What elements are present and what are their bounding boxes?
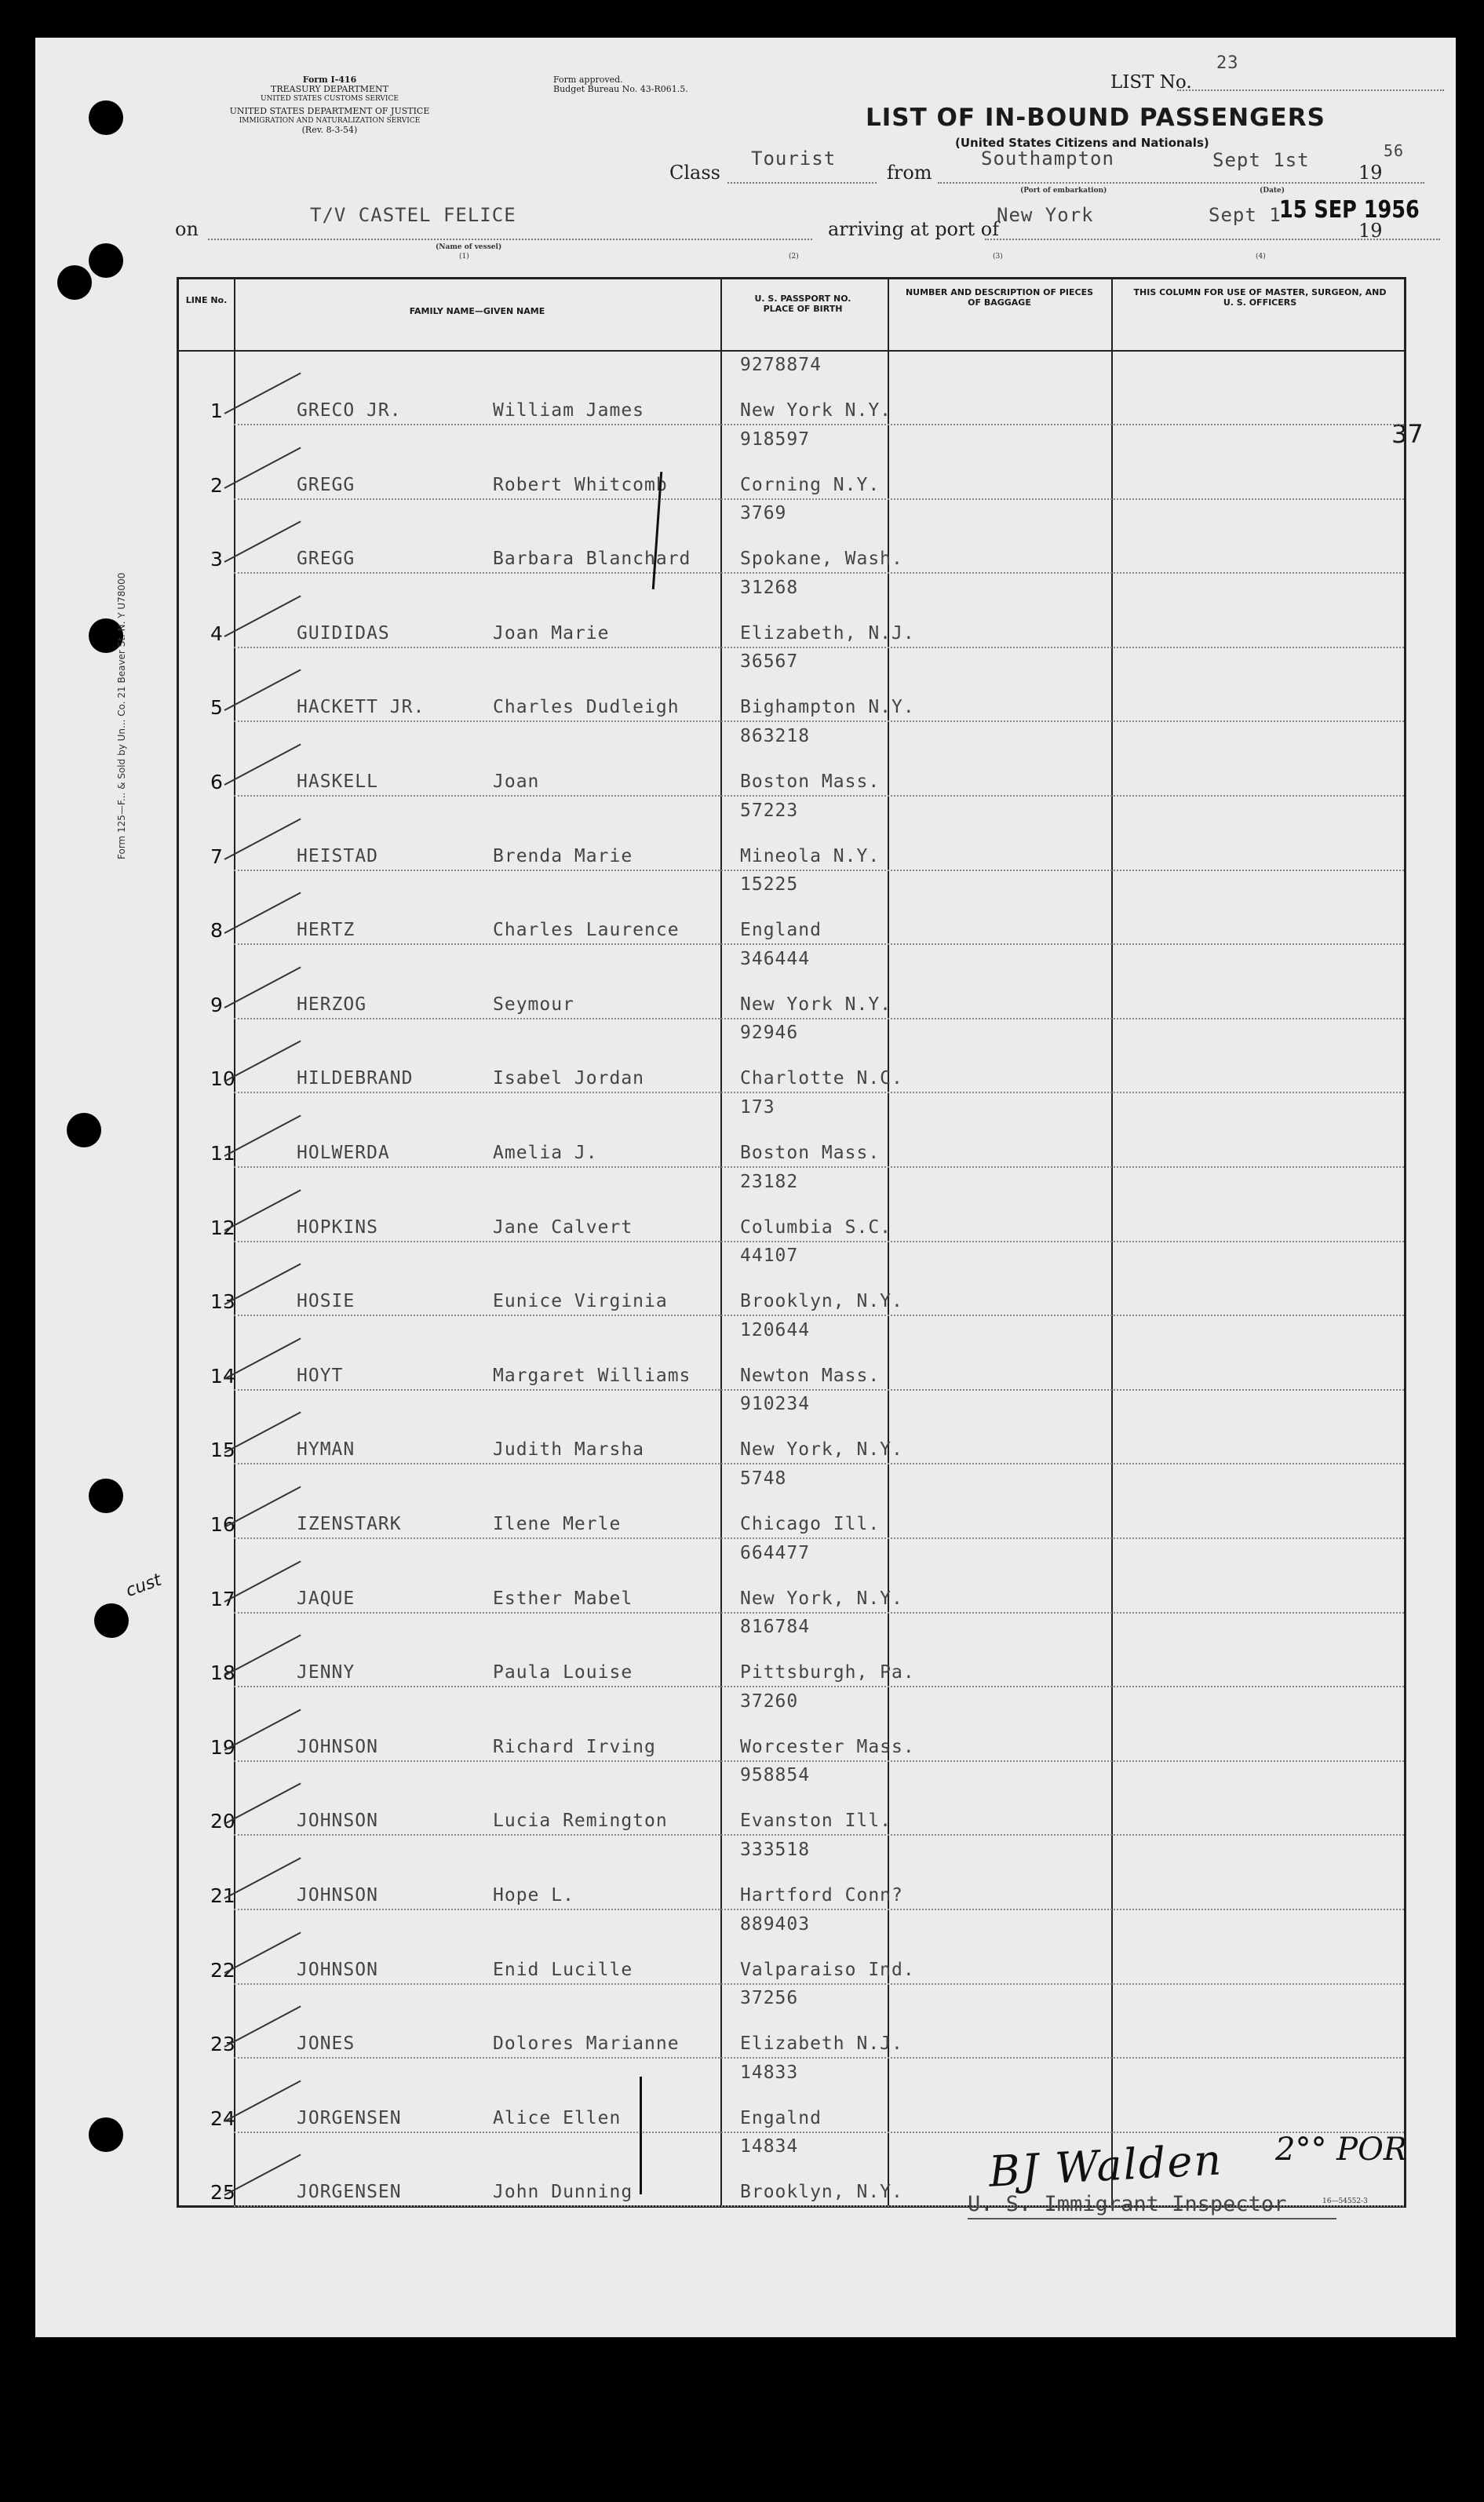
given-name: Jane Calvert <box>493 1216 633 1238</box>
given-name: Eunice Virginia <box>493 1291 668 1312</box>
line-number: 7 <box>210 844 223 868</box>
print-code: 16—54552-3 <box>1322 2197 1368 2205</box>
passenger-manifest-page <box>35 38 1456 2337</box>
col-header-baggage: NUMBER AND DESCRIPTION OF PIECES OF BAGGAGE <box>905 287 1094 308</box>
vessel-name: T/V CASTEL FELICE <box>310 204 516 226</box>
page-title: LIST OF IN-BOUND PASSENGERS <box>866 104 1325 132</box>
table-row <box>179 1985 1404 2059</box>
check-mark <box>224 1931 301 1973</box>
revision: (Rev. 8-3-54) <box>301 125 358 135</box>
place-of-birth: New York, N.Y. <box>740 1439 903 1461</box>
table-row <box>179 1836 1404 1910</box>
place-of-birth: Boston Mass. <box>740 1143 881 1163</box>
col-header-officers: THIS COLUMN FOR USE OF MASTER, SURGEON, AND U. S. OFFICERS <box>1133 287 1387 308</box>
check-mark <box>224 2080 301 2121</box>
check-mark <box>224 372 301 414</box>
family-name: HYMAN <box>297 1439 356 1461</box>
place-of-birth: Spokane, Wash. <box>740 549 903 570</box>
family-name: JORGENSEN <box>297 2182 402 2203</box>
passport-number: 346444 <box>740 948 811 969</box>
table-row <box>179 797 1404 871</box>
table-row <box>179 1465 1404 1539</box>
punch-hole <box>94 1603 129 1638</box>
check-mark <box>224 1486 301 1527</box>
given-name: Lucia Remington <box>493 1811 668 1832</box>
col-header-line-no: LINE No. <box>185 295 228 305</box>
check-mark <box>224 1560 301 1602</box>
passport-number: 36567 <box>740 651 799 673</box>
class-line <box>727 182 877 184</box>
given-name: William James <box>493 400 645 421</box>
check-mark <box>224 743 301 785</box>
given-name: Isabel Jordan <box>493 1068 645 1089</box>
place-of-birth: Brooklyn, N.Y. <box>740 1291 903 1312</box>
place-of-birth: Columbia S.C. <box>740 1216 892 1238</box>
punch-hole <box>89 243 123 278</box>
passport-number: 816784 <box>740 1617 811 1638</box>
table-row <box>179 1540 1404 1614</box>
family-name: HOYT <box>297 1365 344 1386</box>
given-name: Hope L. <box>493 1885 574 1906</box>
family-name: GRECO JR. <box>297 400 402 421</box>
justice-dept: UNITED STATES DEPARTMENT OF JUSTICE <box>229 106 430 116</box>
margin-note: cust <box>123 1570 165 1602</box>
inspector-line <box>968 2218 1336 2219</box>
port-embark-caption: (Port of embarkation) <box>1020 187 1107 195</box>
place-of-birth: Evanston Ill. <box>740 1811 892 1832</box>
table-row <box>179 648 1404 722</box>
check-mark <box>224 1189 301 1231</box>
line-number: 9 <box>210 993 223 1016</box>
punch-hole <box>57 265 92 300</box>
port-of-embarkation: Southampton <box>981 148 1114 170</box>
line-number: 1 <box>210 399 223 422</box>
given-name: Judith Marsha <box>493 1439 645 1461</box>
given-name: John Dunning <box>493 2182 633 2203</box>
from-line <box>938 182 1424 184</box>
family-name: JOHNSON <box>297 1736 378 1757</box>
family-name: HOLWERDA <box>297 1143 390 1163</box>
passport-number: 889403 <box>740 1913 811 1935</box>
table-row <box>179 1911 1404 1985</box>
family-name: HOSIE <box>297 1291 356 1312</box>
place-of-birth: Charlotte N.C. <box>740 1068 903 1089</box>
form-number: Form I-416 <box>302 75 357 85</box>
page-subtitle: (United States Citizens and Nationals) <box>955 136 1209 150</box>
passport-number: 14834 <box>740 2136 799 2157</box>
table-row <box>179 1762 1404 1836</box>
table-row <box>179 1688 1404 1762</box>
given-name: Paula Louise <box>493 1662 633 1683</box>
given-name: Charles Laurence <box>493 920 680 941</box>
table-row <box>179 2059 1404 2133</box>
line-number: 20 <box>210 1810 235 1833</box>
place-of-birth: Valparaiso Ind. <box>740 1959 915 1980</box>
family-name: JOHNSON <box>297 1885 378 1906</box>
date-caption: (Date) <box>1260 187 1285 195</box>
line-number: 23 <box>210 2033 235 2056</box>
table-row <box>179 1169 1404 1242</box>
given-name: Brenda Marie <box>493 845 633 866</box>
passport-number: 333518 <box>740 1840 811 1860</box>
passport-number: 120644 <box>740 1319 811 1340</box>
ins-service: IMMIGRATION AND NATURALIZATION SERVICE <box>239 117 421 125</box>
place-of-birth: England <box>740 920 822 941</box>
family-name: HERZOG <box>297 994 367 1015</box>
inspector-title: U. S. Immigrant Inspector <box>968 2192 1287 2216</box>
check-mark <box>224 2006 301 2048</box>
punch-hole <box>89 2117 123 2152</box>
table-row <box>179 1317 1404 1391</box>
given-name: Dolores Marianne <box>493 2033 680 2055</box>
passport-number: 37260 <box>740 1690 799 1712</box>
place-of-birth: Newton Mass. <box>740 1365 881 1386</box>
table-row <box>179 574 1404 648</box>
form-approved: Form approved. <box>553 75 623 85</box>
check-mark <box>224 1337 301 1379</box>
given-name: Esther Mabel <box>493 1588 633 1609</box>
place-of-birth: Boston Mass. <box>740 771 881 792</box>
col-header-name: FAMILY NAME—GIVEN NAME <box>409 306 545 316</box>
passport-number: 664477 <box>740 1542 811 1563</box>
place-of-birth: Elizabeth N.J. <box>740 2033 903 2055</box>
check-mark <box>224 1857 301 1898</box>
line-number: 11 <box>210 1142 235 1165</box>
check-mark <box>224 1635 301 1676</box>
signature-note: 2°° POR <box>1275 2132 1407 2168</box>
place-of-birth: Engalnd <box>740 2107 822 2128</box>
place-of-birth: Worcester Mass. <box>740 1736 915 1757</box>
line-number: 15 <box>210 1439 235 1462</box>
budget-bureau: Budget Bureau No. 43-R061.5. <box>553 84 688 94</box>
line-number: 12 <box>210 1216 235 1239</box>
line-number: 17 <box>210 1587 235 1610</box>
place-of-birth: New York N.Y. <box>740 400 892 421</box>
place-of-birth: Corning N.Y. <box>740 474 881 495</box>
arrival-date: Sept 1 <box>1209 204 1282 226</box>
passenger-table <box>177 277 1424 2208</box>
given-name: Joan Marie <box>493 622 610 644</box>
place-of-birth: Pittsburgh, Pa. <box>740 1662 915 1683</box>
place-of-birth: Brooklyn, N.Y. <box>740 2182 903 2203</box>
place-of-birth: New York, N.Y. <box>740 1588 903 1609</box>
caption-3: (3) <box>993 253 1003 261</box>
line-number: 18 <box>210 1661 235 1685</box>
line-number: 13 <box>210 1290 235 1314</box>
passport-number: 15225 <box>740 874 799 895</box>
family-name: HEISTAD <box>297 845 378 866</box>
check-mark <box>224 892 301 934</box>
line-number: 2 <box>210 473 223 497</box>
given-name: Alice Ellen <box>493 2107 622 2128</box>
family-name: JOHNSON <box>297 1811 378 1832</box>
family-name: GREGG <box>297 549 356 570</box>
line-number: 25 <box>210 2181 235 2205</box>
family-name: JOHNSON <box>297 1959 378 1980</box>
caption-2: (2) <box>789 253 799 261</box>
table-row <box>179 500 1404 574</box>
passport-number: 5748 <box>740 1468 787 1489</box>
line-number: 8 <box>210 919 223 943</box>
table-row <box>179 426 1404 500</box>
caption-4: (4) <box>1256 253 1266 261</box>
line-number: 21 <box>210 1884 235 1907</box>
line-number: 24 <box>210 2106 235 2130</box>
bracket-mark <box>640 2077 642 2194</box>
embark-date: Sept 1st <box>1212 149 1310 171</box>
check-mark <box>224 1264 301 1305</box>
family-name: JORGENSEN <box>297 2107 402 2128</box>
family-name: GREGG <box>297 474 356 495</box>
check-mark <box>224 595 301 636</box>
table-row <box>179 1019 1404 1093</box>
check-mark <box>224 966 301 1008</box>
table-row <box>179 1614 1404 1687</box>
passport-number: 37256 <box>740 1988 799 2009</box>
table-row <box>179 1242 1404 1316</box>
year-prefix-1: 19 <box>1358 162 1383 184</box>
year-prefix-2: 19 <box>1358 220 1383 242</box>
check-mark <box>224 1041 301 1082</box>
passport-number: 918597 <box>740 429 811 450</box>
port-of-arrival: New York <box>997 204 1094 226</box>
family-name: HACKETT JR. <box>297 697 425 718</box>
customs-service: UNITED STATES CUSTOMS SERVICE <box>261 95 399 103</box>
table-row <box>179 871 1404 945</box>
family-name: JAQUE <box>297 1588 356 1609</box>
given-name: Joan <box>493 771 540 792</box>
list-no-label: LIST No. <box>1110 72 1192 93</box>
place-of-birth: Bighampton N.Y. <box>740 697 915 718</box>
passport-number: 44107 <box>740 1246 799 1267</box>
given-name: Charles Dudleigh <box>493 697 680 718</box>
line-number: 3 <box>210 548 223 571</box>
from-label: from <box>887 162 932 184</box>
check-mark <box>224 1783 301 1825</box>
check-mark <box>224 521 301 563</box>
passport-number: 9278874 <box>740 355 822 375</box>
check-mark <box>224 1114 301 1156</box>
family-name: JONES <box>297 2033 356 2055</box>
family-name: JENNY <box>297 1662 356 1683</box>
passport-number: 910234 <box>740 1394 811 1415</box>
vessel-line <box>208 239 812 240</box>
line-number: 14 <box>210 1364 235 1388</box>
family-name: HASKELL <box>297 771 378 792</box>
line-number: 4 <box>210 622 223 645</box>
table-row <box>179 1094 1404 1168</box>
check-mark <box>224 447 301 488</box>
passport-number: 31268 <box>740 577 799 598</box>
printer-imprint: Form 125—F... & Sold by Un... Co. 21 Beaver St. N. Y U78000 <box>116 572 127 859</box>
line-number: 10 <box>210 1067 235 1091</box>
place-of-birth: Mineola N.Y. <box>740 845 881 866</box>
list-no-value: 23 <box>1216 53 1239 73</box>
passport-number: 863218 <box>740 726 811 746</box>
given-name: Amelia J. <box>493 1143 598 1163</box>
check-mark <box>224 2154 301 2196</box>
inspector-signature: BJ Walden <box>987 2135 1224 2197</box>
given-name: Barbara Blanchard <box>493 549 691 570</box>
place-of-birth: Chicago Ill. <box>740 1514 881 1534</box>
passport-number: 14833 <box>740 2062 799 2083</box>
arrival-date-stamp: 15 SEP 1956 <box>1279 196 1420 224</box>
place-of-birth: New York N.Y. <box>740 994 892 1015</box>
line-number: 22 <box>210 1958 235 1982</box>
given-name: Seymour <box>493 994 574 1015</box>
family-name: IZENSTARK <box>297 1514 402 1534</box>
given-name: Ilene Merle <box>493 1514 622 1534</box>
family-name: HERTZ <box>297 920 356 941</box>
given-name: Enid Lucille <box>493 1959 633 1980</box>
class-value: Tourist <box>751 148 837 170</box>
check-mark <box>224 1412 301 1453</box>
table-row <box>179 946 1404 1019</box>
line-number: 19 <box>210 1735 235 1759</box>
given-name: Robert Whitcomb <box>493 474 668 495</box>
passport-number: 173 <box>740 1097 775 1118</box>
passport-number: 23182 <box>740 1171 799 1192</box>
officer-note: 37 <box>1391 419 1424 449</box>
on-label: on <box>175 218 199 240</box>
place-of-birth: Hartford Conn? <box>740 1885 903 1906</box>
table-row <box>179 1391 1404 1464</box>
punch-hole <box>89 100 123 135</box>
punch-hole <box>89 1479 123 1513</box>
col-header-passport: U. S. PASSPORT NO. PLACE OF BIRTH <box>754 294 851 314</box>
passport-number: 958854 <box>740 1765 811 1786</box>
passport-number: 92946 <box>740 1023 799 1044</box>
vessel-caption: (Name of vessel) <box>436 243 502 251</box>
line-number: 6 <box>210 771 223 793</box>
line-number: 5 <box>210 696 223 720</box>
table-row <box>179 723 1404 797</box>
given-name: Richard Irving <box>493 1736 656 1757</box>
arriving-label: arriving at port of <box>828 218 1000 240</box>
place-of-birth: Elizabeth, N.J. <box>740 622 915 644</box>
punch-hole <box>67 1113 101 1147</box>
family-name: HOPKINS <box>297 1216 378 1238</box>
passport-number: 57223 <box>740 800 799 821</box>
passport-number: 3769 <box>740 503 787 524</box>
year-suffix-1: 56 <box>1384 141 1405 160</box>
caption-1: (1) <box>459 253 469 261</box>
line-number: 16 <box>210 1513 235 1536</box>
class-label: Class <box>669 162 720 184</box>
check-mark <box>224 1709 301 1750</box>
family-name: HILDEBRAND <box>297 1068 414 1089</box>
check-mark <box>224 818 301 859</box>
given-name: Margaret Williams <box>493 1365 691 1386</box>
family-name: GUIDIDAS <box>297 622 390 644</box>
check-mark <box>224 669 301 711</box>
treasury-dept: TREASURY DEPARTMENT <box>271 84 388 94</box>
list-no-line <box>1177 89 1444 91</box>
table-row <box>179 352 1404 425</box>
